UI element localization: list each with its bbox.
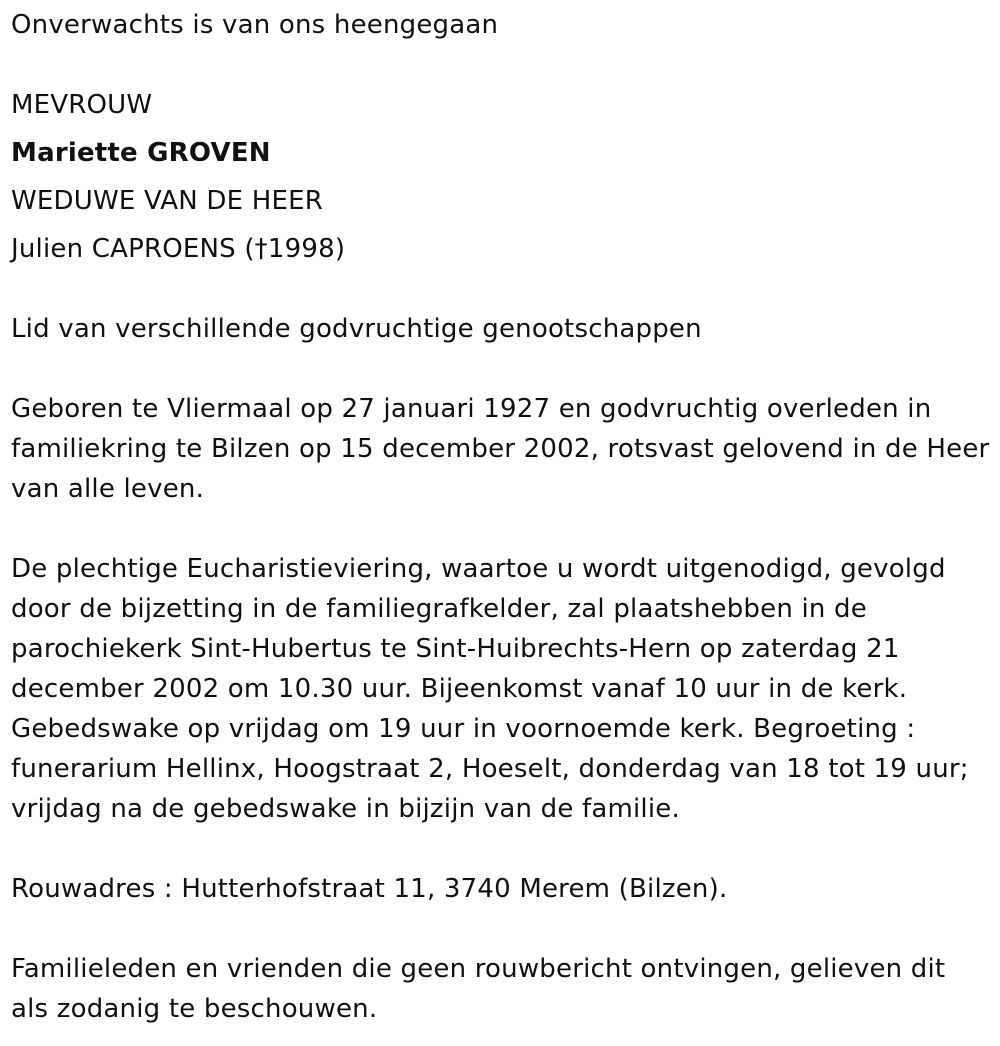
closing-line: als zodanig te beschouwen. (11, 994, 378, 1024)
ceremony-line: parochiekerk Sint-Hubertus te Sint-Huibrechts-Hern op zaterdag 21 (11, 634, 900, 664)
honorific: MEVROUW (11, 90, 153, 120)
spouse-name: Julien CAPROENS (†1998) (11, 234, 346, 264)
birth-death-line: familiekring te Bilzen op 15 december 2002, rotsvast gelovend in de Heer (11, 434, 990, 464)
ceremony-line: december 2002 om 10.30 uur. Bijeenkomst vanaf 10 uur in de kerk. (11, 674, 908, 704)
ceremony-line: Gebedswake op vrijdag om 19 uur in voornoemde kerk. Begroeting : (11, 714, 916, 744)
birth-death-line: van alle leven. (11, 474, 205, 504)
closing-line: Familieleden en vrienden die geen rouwbericht ontvingen, gelieven dit (11, 954, 946, 984)
intro-line: Onverwachts is van ons heengegaan (11, 10, 499, 40)
widow-of-line: WEDUWE VAN DE HEER (11, 186, 323, 216)
ceremony-line: funerarium Hellinx, Hoogstraat 2, Hoeselt, donderdag van 18 tot 19 uur; (11, 754, 969, 784)
membership-line: Lid van verschillende godvruchtige genootschappen (11, 314, 702, 344)
ceremony-line: vrijdag na de gebedswake in bijzijn van de familie. (11, 794, 680, 824)
birth-death-line: Geboren te Vliermaal op 27 januari 1927 en godvruchtig overleden in (11, 394, 932, 424)
deceased-name: Mariette GROVEN (11, 138, 271, 168)
mourning-address: Rouwadres : Hutterhofstraat 11, 3740 Merem (Bilzen). (11, 874, 728, 904)
ceremony-line: De plechtige Eucharistieviering, waartoe u wordt uitgenodigd, gevolgd (11, 554, 946, 584)
ceremony-line: door de bijzetting in de familiegrafkelder, zal plaatshebben in de (11, 594, 867, 624)
